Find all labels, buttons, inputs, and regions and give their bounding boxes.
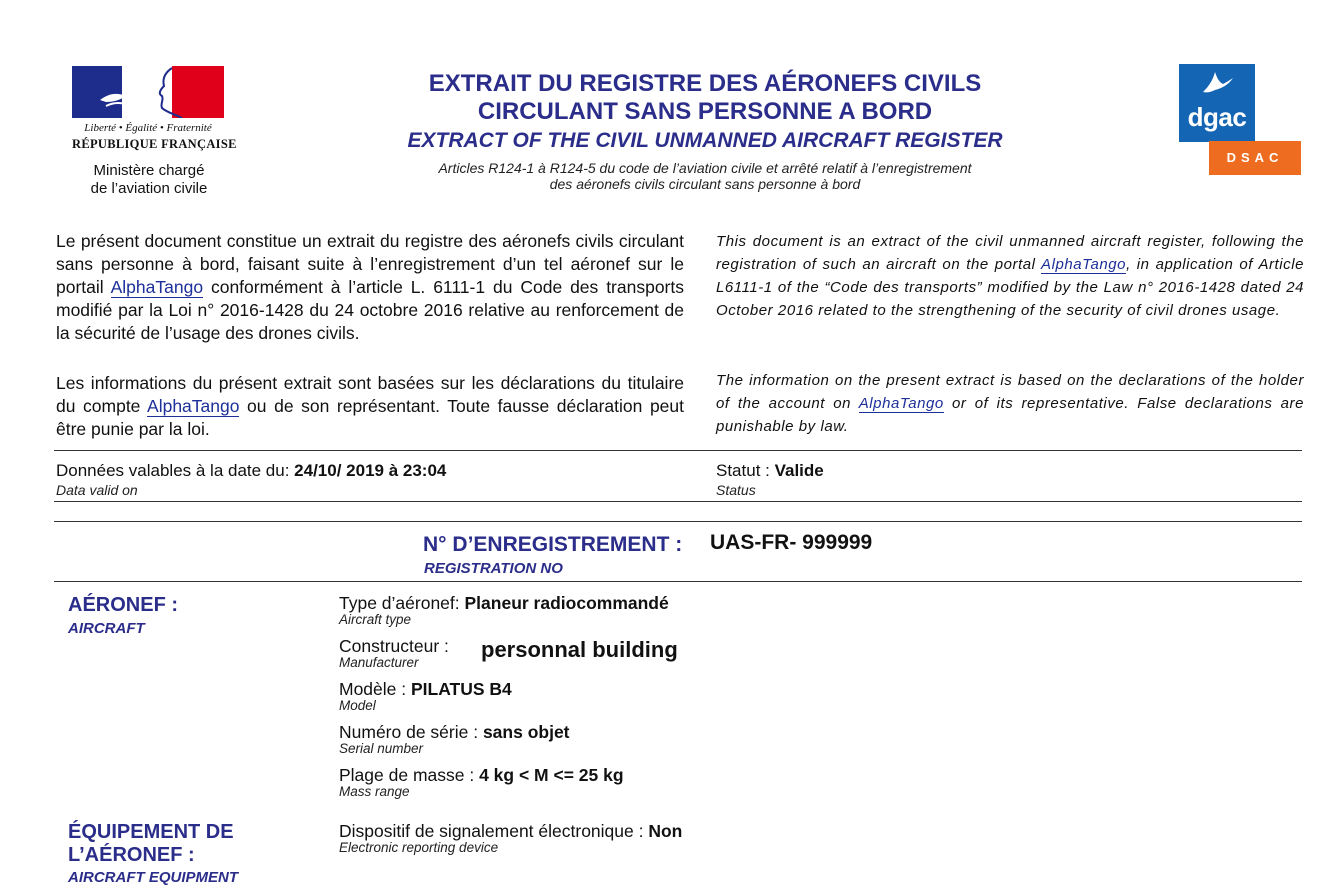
registration-value: UAS-FR- 999999 <box>710 531 873 554</box>
electronic-reporting-field: Dispositif de signalement électronique : Non Electronic reporting device <box>339 821 683 855</box>
mass-range-field: Plage de masse : 4 kg < M <= 25 kg Mass range <box>339 765 624 799</box>
alphatango-link[interactable]: AlphaTango <box>147 396 240 416</box>
title-en: EXTRACT OF THE CIVIL UNMANNED AIRCRAFT REGISTER <box>407 129 1003 152</box>
validity-date: Données valables à la date du: 24/10/ 2019 à 23:04 <box>56 461 447 480</box>
marianne-flag <box>72 66 224 118</box>
rf-motto: Liberté • Égalité • Fraternité <box>84 122 212 134</box>
equipment-section-sub: AIRCRAFT EQUIPMENT <box>68 869 238 886</box>
serial-number-field: Numéro de série : sans objet Serial number <box>339 722 570 756</box>
divider <box>54 581 1302 582</box>
dgac-name: dgac <box>1187 102 1247 132</box>
serial-number-value: sans objet <box>482 722 570 742</box>
aircraft-type-value: Planeur radiocommandé <box>464 593 669 613</box>
electronic-reporting-value: Non <box>648 821 683 841</box>
equipment-section-title: ÉQUIPEMENT DE L’AÉRONEF : <box>68 821 234 866</box>
intro-fr-paragraph-2: Les informations du présent extrait sont basées sur les déclarations du titulaire du compte AlphaTango ou de son représentant. Toute fausse déclaration peut être punie par la loi. <box>56 373 684 439</box>
model-field: Modèle : PILATUS B4 Model <box>339 679 512 713</box>
rf-republic: RÉPUBLIQUE FRANÇAISE <box>72 137 237 151</box>
marianne-icon <box>92 66 202 118</box>
mass-range-value: 4 kg < M <= 25 kg <box>479 765 624 785</box>
registration-sub: REGISTRATION NO <box>424 560 563 577</box>
intro-en-paragraph-1: This document is an extract of the civil unmanned aircraft register, following the registration of such an aircraft on the portal AlphaTango, in application of Article L6111-1 of the “Code des transports” modified by the Law n° 2016-1428 dated 24 October 2016 related to the strengthening of the security of civil drones usage. <box>716 233 1304 319</box>
alphatango-link[interactable]: AlphaTango <box>1041 256 1127 273</box>
articles-line2: des aéronefs civils circulant sans personne à bord <box>549 176 861 192</box>
divider <box>54 450 1302 451</box>
ministry-name: Ministère chargé de l’aviation civile <box>90 162 208 197</box>
status-sub: Status <box>716 482 756 498</box>
registration-label: N° D’ENREGISTREMENT : <box>423 533 683 556</box>
validity-value: 24/10/ 2019 à 23:04 <box>294 461 447 480</box>
intro-fr-paragraph-1: Le présent document constitue un extrait du registre des aéronefs civils circulant sans personne à bord, faisant suite à l’enregistrement d’un tel aéronef sur le portail AlphaTango conformément à l’article L. 6111-1 du Code des transports modifié par la Loi n° 2016-1428 du 24 octobre 2016 relative au renforcement de la sécurité de l’usage des drones civils. <box>56 231 685 343</box>
republique-francaise-logo <box>72 66 237 152</box>
articles-line1: Articles R124-1 à R124-5 du code de l’aviation civile et arrêté relatif à l’enregistrement <box>438 160 972 176</box>
alphatango-link[interactable]: AlphaTango <box>858 395 944 412</box>
dgac-logo <box>1179 64 1255 142</box>
aircraft-section-sub: AIRCRAFT <box>68 620 145 637</box>
dsac-label: DSAC <box>1209 141 1301 175</box>
manufacturer-value: personnal building <box>481 637 678 662</box>
aircraft-section-title: AÉRONEF : <box>68 594 178 616</box>
divider <box>54 501 1302 502</box>
status: Statut : Valide <box>716 461 824 480</box>
title-fr-line1: EXTRAIT DU REGISTRE DES AÉRONEFS CIVILS <box>428 70 982 97</box>
alphatango-link[interactable]: AlphaTango <box>110 277 204 297</box>
model-value: PILATUS B4 <box>410 679 512 699</box>
title-fr-line2: CIRCULANT SANS PERSONNE A BORD <box>477 98 933 125</box>
divider <box>54 521 1302 522</box>
status-value: Valide <box>774 461 824 480</box>
validity-sub: Data valid on <box>56 482 138 498</box>
intro-en-paragraph-2: The information on the present extract is based on the declarations of the holder of the account on AlphaTango or of its representative. False declarations are punishable by law. <box>716 372 1304 435</box>
manufacturer-field: Constructeur : Manufacturer <box>339 636 449 670</box>
bird-icon <box>1199 68 1235 98</box>
aircraft-type-field: Type d’aéronef: Planeur radiocommandé Aircraft type <box>339 593 669 627</box>
